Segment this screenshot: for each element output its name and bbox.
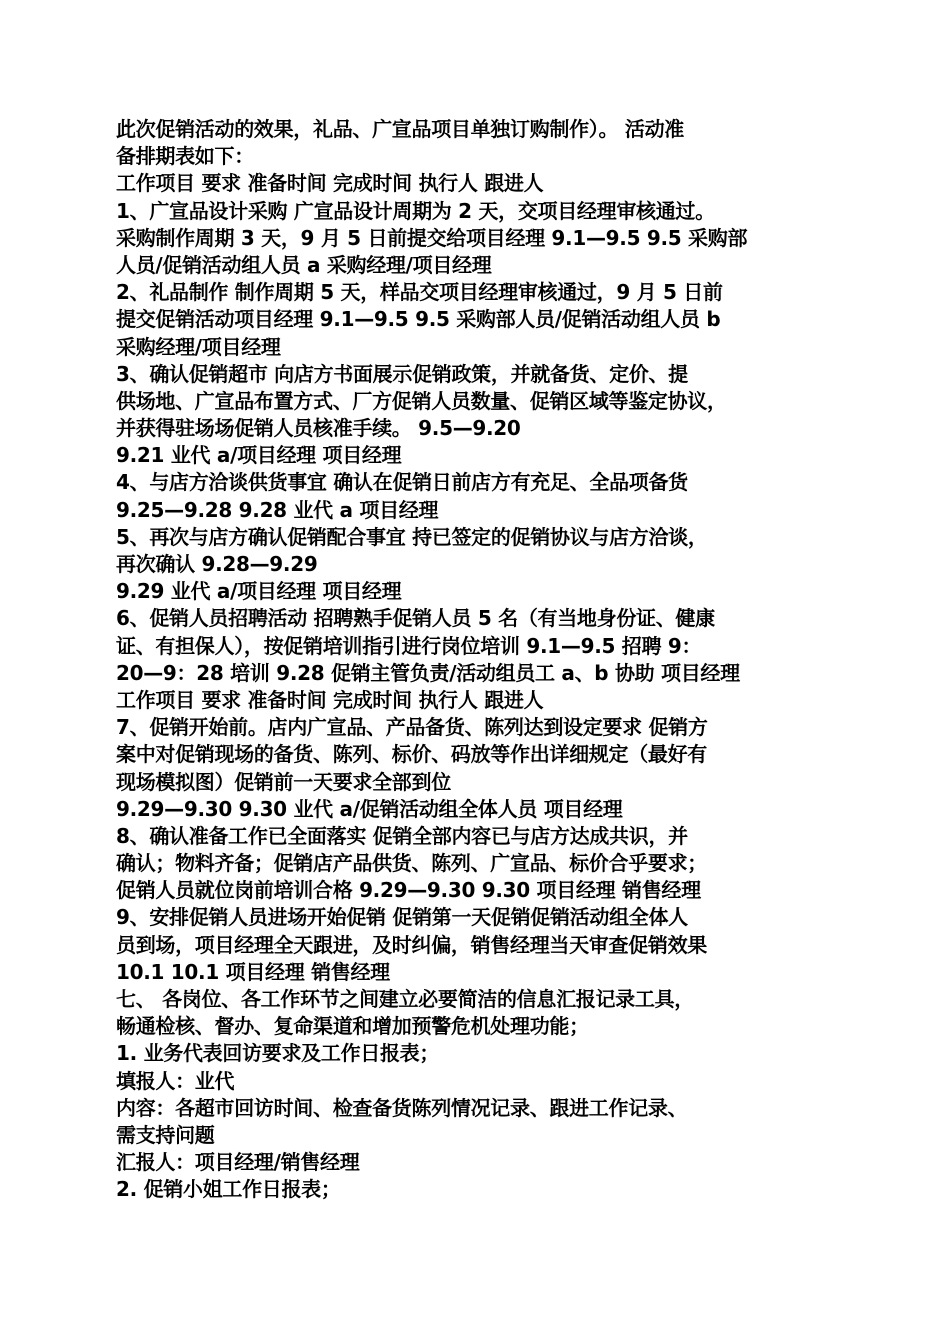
- text-line: 4、与店方洽谈供货事宜 确认在促销日前店方有充足、全品项备货: [116, 470, 688, 495]
- text-line: 9.25—9.28 9.28 业代 a 项目经理: [116, 497, 439, 522]
- text-line: 3、确认促销超市 向店方书面展示促销政策，并就备货、定价、提: [116, 361, 688, 386]
- text-line: 备排期表如下：: [116, 144, 254, 169]
- text-line: 9.29—9.30 9.30 业代 a/促销活动组全体人员 项目经理: [116, 796, 623, 821]
- text-line: 供场地、广宣品布置方式、厂方促销人员数量、促销区域等鉴定协议，: [116, 388, 727, 413]
- text-line: 采购制作周期 3 天，9 月 5 日前提交给项目经理 9.1—9.5 9.5 采购部: [116, 225, 748, 250]
- text-line: 促销人员就位岗前培训合格 9.29—9.30 9.30 项目经理 销售经理: [116, 878, 701, 903]
- table-header-line: 工作项目 要求 准备时间 完成时间 执行人 跟进人: [116, 687, 544, 712]
- section-heading-line: 七、 各岗位、各工作环节之间建立必要简洁的信息汇报记录工具，: [116, 987, 694, 1011]
- text-line: 并获得驻场场促销人员核准手续。 9.5—9.20: [116, 416, 521, 441]
- text-line: 案中对促销现场的备货、陈列、标价、码放等作出详细规定（最好有: [116, 742, 707, 767]
- table-header-line: 工作项目 要求 准备时间 完成时间 执行人 跟进人: [116, 171, 544, 196]
- text-line: 2、礼品制作 制作周期 5 天，样品交项目经理审核通过，9 月 5 日前: [116, 280, 723, 305]
- text-line: 填报人：业代: [116, 1068, 235, 1093]
- text-line: 5、再次与店方确认促销配合事宜 持已签定的促销协议与店方洽谈，: [116, 524, 708, 549]
- text-line: 畅通检核、督办、复命渠道和增加预警危机处理功能；: [116, 1014, 589, 1039]
- text-line: 8、确认准备工作已全面落实 促销全部内容已与店方达成共识，并: [116, 823, 688, 848]
- text-line: 人员/促销活动组人员 a 采购经理/项目经理: [116, 252, 492, 277]
- text-line: 需支持问题: [116, 1122, 215, 1147]
- document-page: [116, 116, 838, 1204]
- text-line: 员到场，项目经理全天跟进，及时纠偏，销售经理当天审查促销效果: [116, 932, 707, 957]
- text-line: 1、广宣品设计采购 广宣品设计周期为 2 天，交项目经理审核通过。: [116, 198, 715, 223]
- text-line: 9.29 业代 a/项目经理 项目经理: [116, 579, 402, 604]
- text-line: 再次确认 9.28—9.29: [116, 552, 318, 576]
- text-line: 证、有担保人），按促销培训指引进行岗位培训 9.1—9.5 招聘 9：: [116, 633, 702, 658]
- text-line: 内容：各超市回访时间、检查备货陈列情况记录、跟进工作记录、: [116, 1095, 688, 1120]
- text-line: 2. 促销小姐工作日报表；: [116, 1177, 341, 1202]
- text-line: 汇报人：项目经理/销售经理: [116, 1150, 360, 1175]
- text-line: 9.21 业代 a/项目经理 项目经理: [116, 443, 402, 468]
- text-line: 提交促销活动项目经理 9.1—9.5 9.5 采购部人员/促销活动组人员 b: [116, 307, 721, 332]
- text-line: 20—9：28 培训 9.28 促销主管负责/活动组员工 a、b 协助 项目经理: [116, 660, 740, 685]
- text-line: 9、安排促销人员进场开始促销 促销第一天促销促销活动组全体人: [116, 905, 688, 930]
- text-line: 现场模拟图）促销前一天要求全部到位: [116, 769, 451, 794]
- text-line: 7、促销开始前。店内广宣品、产品备货、陈列达到设定要求 促销方: [116, 715, 708, 740]
- text-line: 6、促销人员招聘活动 招聘熟手促销人员 5 名（有当地身份证、健康: [116, 606, 715, 631]
- text-line: 采购经理/项目经理: [116, 334, 281, 359]
- text-line: 1. 业务代表回访要求及工作日报表；: [116, 1041, 440, 1066]
- text-line: 10.1 10.1 项目经理 销售经理: [116, 959, 390, 984]
- text-line: 确认；物料齐备；促销店产品供货、陈列、广宣品、标价合乎要求；: [116, 851, 707, 876]
- text-line: 此次促销活动的效果，礼品、广宣品项目单独订购制作）。 活动准: [116, 117, 684, 141]
